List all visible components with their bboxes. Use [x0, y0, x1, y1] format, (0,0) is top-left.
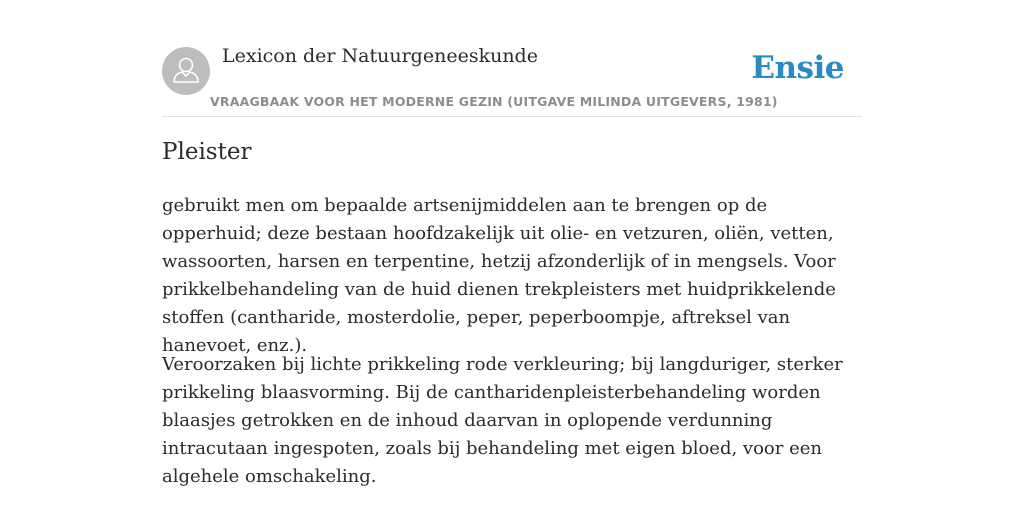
entry-paragraph: Veroorzaken bij lichte prikkeling rode verkleuring; bij langduriger, sterker prikkeling blaasvorming. Bij de cantharidenpleisterbehandeling worden blaasjes getrokken en de inhoud daarvan in oplopende verdunning intracutaan ingespoten, zoals bij behandeling met eigen bloed, voor een algehele omschakeling.: [162, 354, 843, 487]
page: [162, 0, 862, 487]
user-icon: [162, 47, 210, 95]
header: [162, 0, 862, 117]
site-title-link[interactable]: Lexicon der Natuurgeneeskunde: [222, 45, 538, 67]
entry-paragraph: gebruikt men om bepaalde artsenijmiddelen aan te brengen op de opperhuid; deze bestaan hoofdzakelijk uit olie- en vetzuren, oliën, vetten, wassoorten, harsen en terpentine, hetzij afzonderlijk of in mengsels. Voor prikkelbehandeling van de huid dienen trekpleisters met huidprikkelende stoffen (cantharide, mosterdolie, peper, peperboompje, aftreksel van hanevoet, enz.).: [162, 195, 836, 356]
site-subtitle: VRAAGBAAK VOOR HET MODERNE GEZIN (UITGAVE MILINDA UITGEVERS, 1981): [210, 94, 778, 109]
entry-title: Pleister: [162, 139, 252, 165]
avatar[interactable]: [162, 47, 210, 95]
ensie-logo[interactable]: Ensie: [751, 50, 844, 86]
